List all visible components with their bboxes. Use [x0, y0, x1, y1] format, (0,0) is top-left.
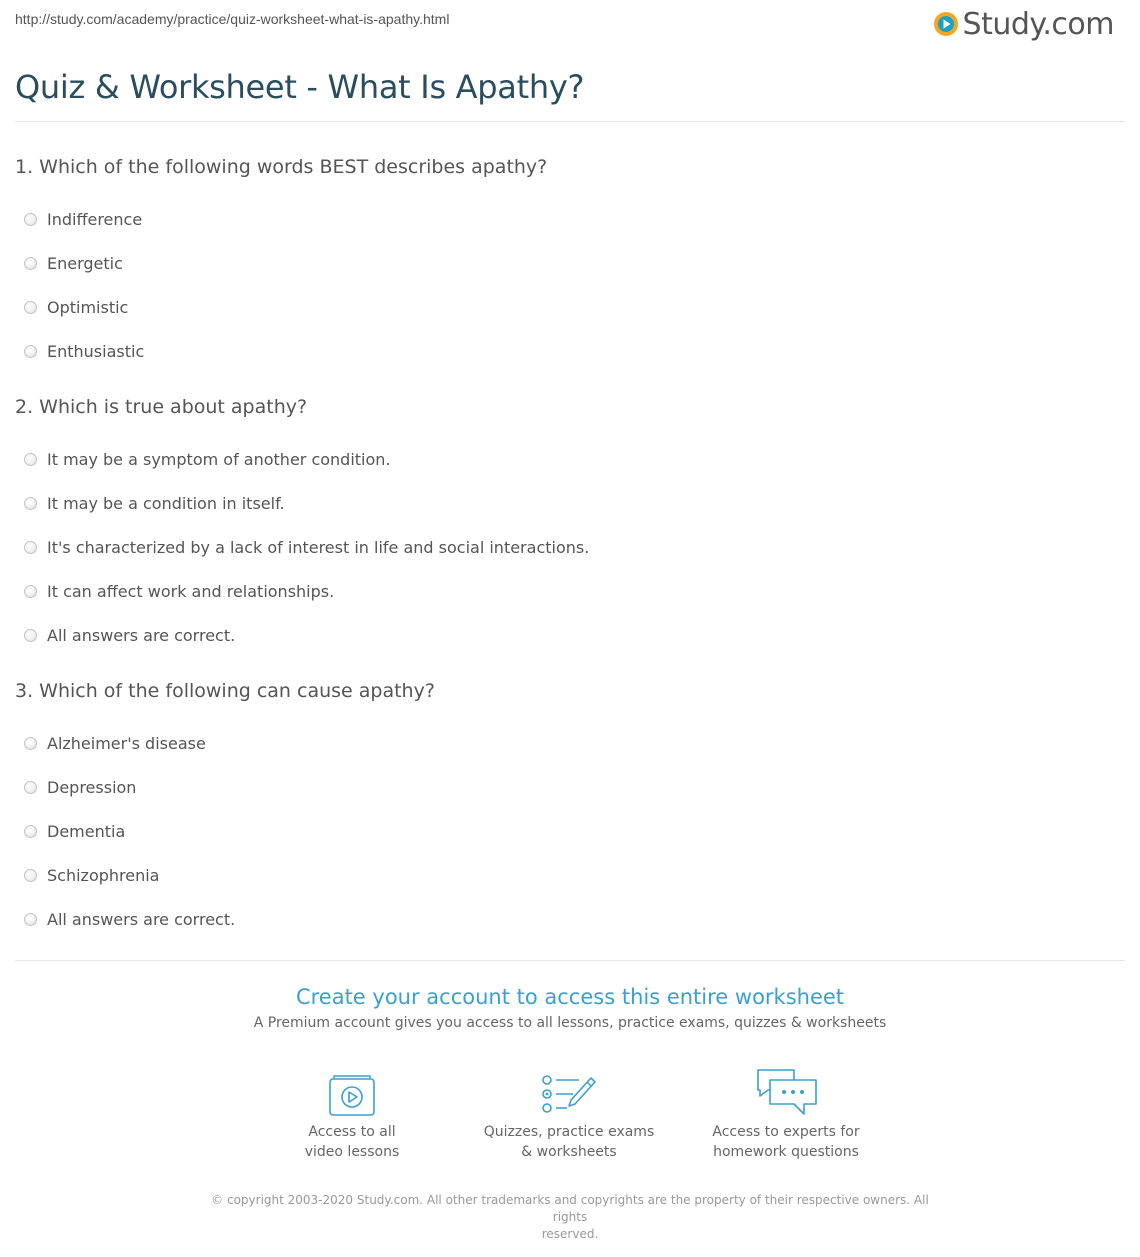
radio-button[interactable] — [24, 345, 37, 358]
answer-label: Optimistic — [47, 298, 129, 317]
answer-label: Indifference — [47, 210, 143, 229]
radio-button[interactable] — [24, 213, 37, 226]
answer-label: All answers are correct. — [47, 626, 236, 645]
chat-bubbles-icon — [754, 1066, 818, 1118]
radio-button[interactable] — [24, 737, 37, 750]
answer-option[interactable] — [15, 614, 1115, 658]
radio-button[interactable] — [24, 781, 37, 794]
radio-button[interactable] — [24, 453, 37, 466]
answer-option[interactable] — [15, 286, 1115, 330]
radio-button[interactable] — [24, 301, 37, 314]
answer-option[interactable] — [15, 810, 1115, 854]
radio-button[interactable] — [24, 913, 37, 926]
study-logo-play-icon — [933, 11, 959, 37]
feature-label: Quizzes, practice exams & worksheets — [483, 1124, 655, 1160]
feature-label: Access to all video lessons — [304, 1124, 400, 1160]
radio-button[interactable] — [24, 257, 37, 270]
question-3-options — [15, 722, 1115, 942]
answer-label: All answers are correct. — [47, 910, 236, 929]
answer-option[interactable] — [15, 198, 1115, 242]
cta-divider — [15, 960, 1125, 961]
answer-label: Depression — [47, 778, 137, 797]
create-account-link[interactable]: Create your account to access this entire worksheet — [295, 985, 845, 1009]
radio-button[interactable] — [24, 869, 37, 882]
answer-label: Alzheimer's disease — [47, 734, 206, 753]
radio-button[interactable] — [24, 585, 37, 598]
answer-label: Enthusiastic — [47, 342, 145, 361]
copyright-footer: © copyright 2003-2020 Study.com. All other trademarks and copyrights are the property of their respective owners. All rights reserved. — [211, 1193, 929, 1241]
answer-option[interactable] — [15, 526, 1115, 570]
title-divider — [15, 121, 1125, 122]
answer-option[interactable] — [15, 854, 1115, 898]
feature-video-lessons — [252, 1066, 452, 1162]
question-3 — [15, 678, 1115, 942]
page-url: http://study.com/academy/practice/quiz-worksheet-what-is-apathy.html — [15, 11, 450, 27]
answer-option[interactable] — [15, 766, 1115, 810]
question-2-options — [15, 438, 1115, 658]
answer-option[interactable] — [15, 438, 1115, 482]
radio-button[interactable] — [24, 825, 37, 838]
answer-label: It may be a symptom of another condition. — [47, 450, 391, 469]
answer-label: Energetic — [47, 254, 123, 273]
feature-label: Access to experts for homework questions — [712, 1124, 860, 1160]
answer-option[interactable] — [15, 722, 1115, 766]
answer-option[interactable] — [15, 330, 1115, 374]
video-lessons-icon — [326, 1074, 378, 1118]
answer-label: It's characterized by a lack of interest in life and social interactions. — [47, 538, 590, 557]
study-logo[interactable] — [933, 6, 1114, 42]
answer-label: Schizophrenia — [47, 866, 160, 885]
quiz-checklist-icon — [541, 1074, 597, 1118]
page-title: Quiz & Worksheet - What Is Apathy? — [15, 68, 585, 106]
question-3-text: 3. Which of the following can cause apathy? — [15, 680, 435, 702]
answer-label: It may be a condition in itself. — [47, 494, 285, 513]
feature-quizzes — [469, 1066, 669, 1162]
answer-label: Dementia — [47, 822, 126, 841]
question-2 — [15, 394, 1115, 658]
answer-option[interactable] — [15, 482, 1115, 526]
radio-button[interactable] — [24, 629, 37, 642]
feature-experts — [686, 1066, 886, 1162]
answer-label: It can affect work and relationships. — [47, 582, 335, 601]
radio-button[interactable] — [24, 541, 37, 554]
study-logo-text: Study.com — [962, 6, 1114, 42]
answer-option[interactable] — [15, 242, 1115, 286]
answer-option[interactable] — [15, 570, 1115, 614]
create-account-section — [0, 984, 1140, 1031]
question-1-text: 1. Which of the following words BEST describes apathy? — [15, 156, 548, 178]
question-2-text: 2. Which is true about apathy? — [15, 396, 308, 418]
answer-option[interactable] — [15, 898, 1115, 942]
question-1 — [15, 154, 1115, 374]
question-1-options — [15, 198, 1115, 374]
radio-button[interactable] — [24, 497, 37, 510]
premium-description: A Premium account gives you access to all lessons, practice exams, quizzes & worksheets — [253, 1015, 887, 1031]
premium-features — [0, 1066, 1140, 1166]
